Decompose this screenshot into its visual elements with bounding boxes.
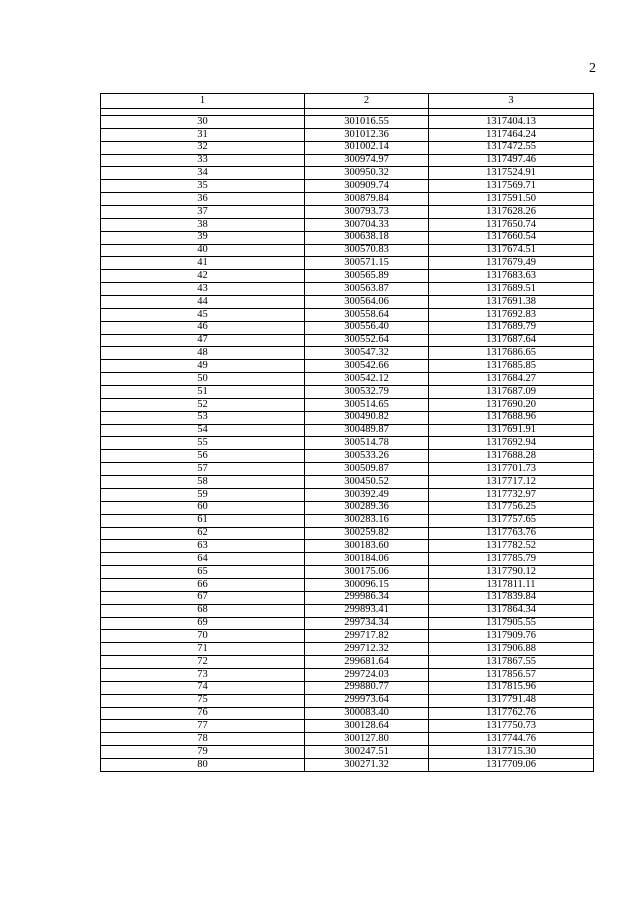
table-body: [101, 109, 594, 772]
table-row: [101, 630, 594, 643]
x-coordinate-cell: 300879.84: [305, 193, 429, 206]
point-number-cell: 64: [101, 553, 305, 566]
y-coordinate-cell: 1317811.11: [429, 578, 594, 591]
table-row: [101, 463, 594, 476]
table-row: [101, 116, 594, 129]
table-row: [101, 386, 594, 399]
point-number-cell: 59: [101, 488, 305, 501]
x-coordinate-cell: 300793.73: [305, 206, 429, 219]
point-number-cell: 40: [101, 244, 305, 257]
table-row: [101, 527, 594, 540]
y-coordinate-cell: 1317684.27: [429, 373, 594, 386]
table-row: [101, 643, 594, 656]
x-coordinate-cell: 299717.82: [305, 630, 429, 643]
y-coordinate-cell: 1317688.28: [429, 450, 594, 463]
y-coordinate-cell: 1317717.12: [429, 476, 594, 489]
point-number-cell: 39: [101, 231, 305, 244]
y-coordinate-cell: 1317692.83: [429, 308, 594, 321]
point-number-cell: 37: [101, 206, 305, 219]
x-coordinate-cell: 300950.32: [305, 167, 429, 180]
table-header-row: [101, 94, 594, 109]
y-coordinate-cell: 1317815.96: [429, 681, 594, 694]
x-coordinate-cell: 301012.36: [305, 128, 429, 141]
table-row: [101, 321, 594, 334]
point-number-cell: 38: [101, 218, 305, 231]
table-row: [101, 296, 594, 309]
x-coordinate-cell: 300509.87: [305, 463, 429, 476]
x-coordinate-cell: 300175.06: [305, 566, 429, 579]
x-coordinate-cell: 300514.65: [305, 398, 429, 411]
y-coordinate-cell: 1317687.09: [429, 386, 594, 399]
table-row: [101, 231, 594, 244]
y-coordinate-cell: 1317688.96: [429, 411, 594, 424]
point-number-cell: 68: [101, 604, 305, 617]
x-coordinate-cell: 300547.32: [305, 347, 429, 360]
x-coordinate-cell: 300259.82: [305, 527, 429, 540]
x-coordinate-cell: 300127.80: [305, 733, 429, 746]
column-header-3: 3: [429, 94, 594, 109]
y-coordinate-cell: 1317685.85: [429, 360, 594, 373]
x-coordinate-cell: 300974.97: [305, 154, 429, 167]
point-number-cell: 75: [101, 694, 305, 707]
point-number-cell: 52: [101, 398, 305, 411]
point-number-cell: 33: [101, 154, 305, 167]
point-number-cell: 74: [101, 681, 305, 694]
table-row: [101, 681, 594, 694]
table-row: [101, 656, 594, 669]
table-row: [101, 553, 594, 566]
x-coordinate-cell: 300271.32: [305, 758, 429, 771]
y-coordinate-cell: 1317906.88: [429, 643, 594, 656]
x-coordinate-cell: 300128.64: [305, 720, 429, 733]
x-coordinate-cell: 300184.06: [305, 553, 429, 566]
table-row: [101, 193, 594, 206]
y-coordinate-cell: 1317404.13: [429, 116, 594, 129]
y-coordinate-cell: 1317864.34: [429, 604, 594, 617]
spacer-row: [101, 109, 594, 116]
point-number-cell: 77: [101, 720, 305, 733]
point-number-cell: 45: [101, 308, 305, 321]
x-coordinate-cell: 300704.33: [305, 218, 429, 231]
point-number-cell: 34: [101, 167, 305, 180]
table-row: [101, 411, 594, 424]
table-row: [101, 244, 594, 257]
point-number-cell: 47: [101, 334, 305, 347]
table-row: [101, 668, 594, 681]
table-row: [101, 257, 594, 270]
y-coordinate-cell: 1317472.55: [429, 141, 594, 154]
y-coordinate-cell: 1317690.20: [429, 398, 594, 411]
table-row: [101, 128, 594, 141]
y-coordinate-cell: 1317687.64: [429, 334, 594, 347]
table-row: [101, 733, 594, 746]
table-row: [101, 180, 594, 193]
table-row: [101, 707, 594, 720]
x-coordinate-cell: 299712.32: [305, 643, 429, 656]
y-coordinate-cell: 1317701.73: [429, 463, 594, 476]
y-coordinate-cell: 1317686.65: [429, 347, 594, 360]
table-row: [101, 218, 594, 231]
x-coordinate-cell: 299734.34: [305, 617, 429, 630]
table-row: [101, 270, 594, 283]
point-number-cell: 80: [101, 758, 305, 771]
x-coordinate-cell: 300096.15: [305, 578, 429, 591]
y-coordinate-cell: 1317591.50: [429, 193, 594, 206]
y-coordinate-cell: 1317763.76: [429, 527, 594, 540]
x-coordinate-cell: 300532.79: [305, 386, 429, 399]
x-coordinate-cell: 300542.12: [305, 373, 429, 386]
table-row: [101, 501, 594, 514]
table-row: [101, 141, 594, 154]
x-coordinate-cell: 299724.03: [305, 668, 429, 681]
y-coordinate-cell: 1317691.91: [429, 424, 594, 437]
point-number-cell: 48: [101, 347, 305, 360]
point-number-cell: 46: [101, 321, 305, 334]
table-row: [101, 437, 594, 450]
y-coordinate-cell: 1317524.91: [429, 167, 594, 180]
y-coordinate-cell: 1317683.63: [429, 270, 594, 283]
x-coordinate-cell: 301016.55: [305, 116, 429, 129]
column-header-2: 2: [305, 94, 429, 109]
y-coordinate-cell: 1317750.73: [429, 720, 594, 733]
x-coordinate-cell: 301002.14: [305, 141, 429, 154]
table-row: [101, 360, 594, 373]
x-coordinate-cell: 300565.89: [305, 270, 429, 283]
point-number-cell: 69: [101, 617, 305, 630]
y-coordinate-cell: 1317692.94: [429, 437, 594, 450]
table-row: [101, 488, 594, 501]
y-coordinate-cell: 1317909.76: [429, 630, 594, 643]
x-coordinate-cell: 299986.34: [305, 591, 429, 604]
y-coordinate-cell: 1317856.57: [429, 668, 594, 681]
x-coordinate-cell: 300514.78: [305, 437, 429, 450]
table-row: [101, 694, 594, 707]
table-row: [101, 308, 594, 321]
table-row: [101, 578, 594, 591]
x-coordinate-cell: 299880.77: [305, 681, 429, 694]
x-coordinate-cell: 300183.60: [305, 540, 429, 553]
y-coordinate-cell: 1317674.51: [429, 244, 594, 257]
y-coordinate-cell: 1317715.30: [429, 746, 594, 759]
y-coordinate-cell: 1317464.24: [429, 128, 594, 141]
point-number-cell: 78: [101, 733, 305, 746]
x-coordinate-cell: 299973.64: [305, 694, 429, 707]
x-coordinate-cell: 300563.87: [305, 283, 429, 296]
coordinates-table: [100, 93, 594, 772]
point-number-cell: 42: [101, 270, 305, 283]
point-number-cell: 63: [101, 540, 305, 553]
y-coordinate-cell: 1317867.55: [429, 656, 594, 669]
y-coordinate-cell: 1317785.79: [429, 553, 594, 566]
table-row: [101, 206, 594, 219]
y-coordinate-cell: 1317839.84: [429, 591, 594, 604]
x-coordinate-cell: 300489.87: [305, 424, 429, 437]
y-coordinate-cell: 1317762.76: [429, 707, 594, 720]
x-coordinate-cell: 300558.64: [305, 308, 429, 321]
column-header-1: 1: [101, 94, 305, 109]
x-coordinate-cell: 299681.64: [305, 656, 429, 669]
table-row: [101, 373, 594, 386]
point-number-cell: 58: [101, 476, 305, 489]
point-number-cell: 79: [101, 746, 305, 759]
x-coordinate-cell: 300289.36: [305, 501, 429, 514]
x-coordinate-cell: 300533.26: [305, 450, 429, 463]
table-row: [101, 450, 594, 463]
y-coordinate-cell: 1317732.97: [429, 488, 594, 501]
y-coordinate-cell: 1317650.74: [429, 218, 594, 231]
table-row: [101, 566, 594, 579]
point-number-cell: 32: [101, 141, 305, 154]
table-row: [101, 334, 594, 347]
y-coordinate-cell: 1317497.46: [429, 154, 594, 167]
point-number-cell: 30: [101, 116, 305, 129]
y-coordinate-cell: 1317689.79: [429, 321, 594, 334]
x-coordinate-cell: 300450.52: [305, 476, 429, 489]
table-row: [101, 604, 594, 617]
table-row: [101, 476, 594, 489]
x-coordinate-cell: 299893.41: [305, 604, 429, 617]
x-coordinate-cell: 300083.40: [305, 707, 429, 720]
table-row: [101, 720, 594, 733]
point-number-cell: 53: [101, 411, 305, 424]
point-number-cell: 72: [101, 656, 305, 669]
x-coordinate-cell: 300392.49: [305, 488, 429, 501]
point-number-cell: 50: [101, 373, 305, 386]
table-row: [101, 591, 594, 604]
x-coordinate-cell: 300564.06: [305, 296, 429, 309]
point-number-cell: 66: [101, 578, 305, 591]
page-number: 2: [589, 61, 596, 76]
point-number-cell: 70: [101, 630, 305, 643]
point-number-cell: 36: [101, 193, 305, 206]
x-coordinate-cell: 300556.40: [305, 321, 429, 334]
point-number-cell: 43: [101, 283, 305, 296]
point-number-cell: 54: [101, 424, 305, 437]
x-coordinate-cell: 300490.82: [305, 411, 429, 424]
point-number-cell: 73: [101, 668, 305, 681]
table-row: [101, 154, 594, 167]
y-coordinate-cell: 1317790.12: [429, 566, 594, 579]
table-row: [101, 746, 594, 759]
point-number-cell: 65: [101, 566, 305, 579]
x-coordinate-cell: 300552.64: [305, 334, 429, 347]
point-number-cell: 49: [101, 360, 305, 373]
point-number-cell: 67: [101, 591, 305, 604]
y-coordinate-cell: 1317689.51: [429, 283, 594, 296]
y-coordinate-cell: 1317791.48: [429, 694, 594, 707]
point-number-cell: 62: [101, 527, 305, 540]
point-number-cell: 60: [101, 501, 305, 514]
point-number-cell: 55: [101, 437, 305, 450]
table-row: [101, 167, 594, 180]
point-number-cell: 57: [101, 463, 305, 476]
point-number-cell: 71: [101, 643, 305, 656]
y-coordinate-cell: 1317569.71: [429, 180, 594, 193]
x-coordinate-cell: 300909.74: [305, 180, 429, 193]
point-number-cell: 61: [101, 514, 305, 527]
y-coordinate-cell: 1317679.49: [429, 257, 594, 270]
x-coordinate-cell: 300570.83: [305, 244, 429, 257]
x-coordinate-cell: 300571.15: [305, 257, 429, 270]
table-row: [101, 398, 594, 411]
point-number-cell: 51: [101, 386, 305, 399]
y-coordinate-cell: 1317691.38: [429, 296, 594, 309]
y-coordinate-cell: 1317628.26: [429, 206, 594, 219]
point-number-cell: 41: [101, 257, 305, 270]
table-row: [101, 617, 594, 630]
y-coordinate-cell: 1317782.52: [429, 540, 594, 553]
x-coordinate-cell: 300247.51: [305, 746, 429, 759]
point-number-cell: 44: [101, 296, 305, 309]
point-number-cell: 76: [101, 707, 305, 720]
x-coordinate-cell: 300542.66: [305, 360, 429, 373]
point-number-cell: 31: [101, 128, 305, 141]
table-row: [101, 758, 594, 771]
point-number-cell: 56: [101, 450, 305, 463]
x-coordinate-cell: 300283.16: [305, 514, 429, 527]
table-row: [101, 514, 594, 527]
y-coordinate-cell: 1317905.55: [429, 617, 594, 630]
table-row: [101, 540, 594, 553]
y-coordinate-cell: 1317660.54: [429, 231, 594, 244]
y-coordinate-cell: 1317756.25: [429, 501, 594, 514]
x-coordinate-cell: 300638.18: [305, 231, 429, 244]
y-coordinate-cell: 1317757.65: [429, 514, 594, 527]
table-row: [101, 424, 594, 437]
y-coordinate-cell: 1317744.76: [429, 733, 594, 746]
table-row: [101, 283, 594, 296]
y-coordinate-cell: 1317709.06: [429, 758, 594, 771]
point-number-cell: 35: [101, 180, 305, 193]
table-row: [101, 347, 594, 360]
